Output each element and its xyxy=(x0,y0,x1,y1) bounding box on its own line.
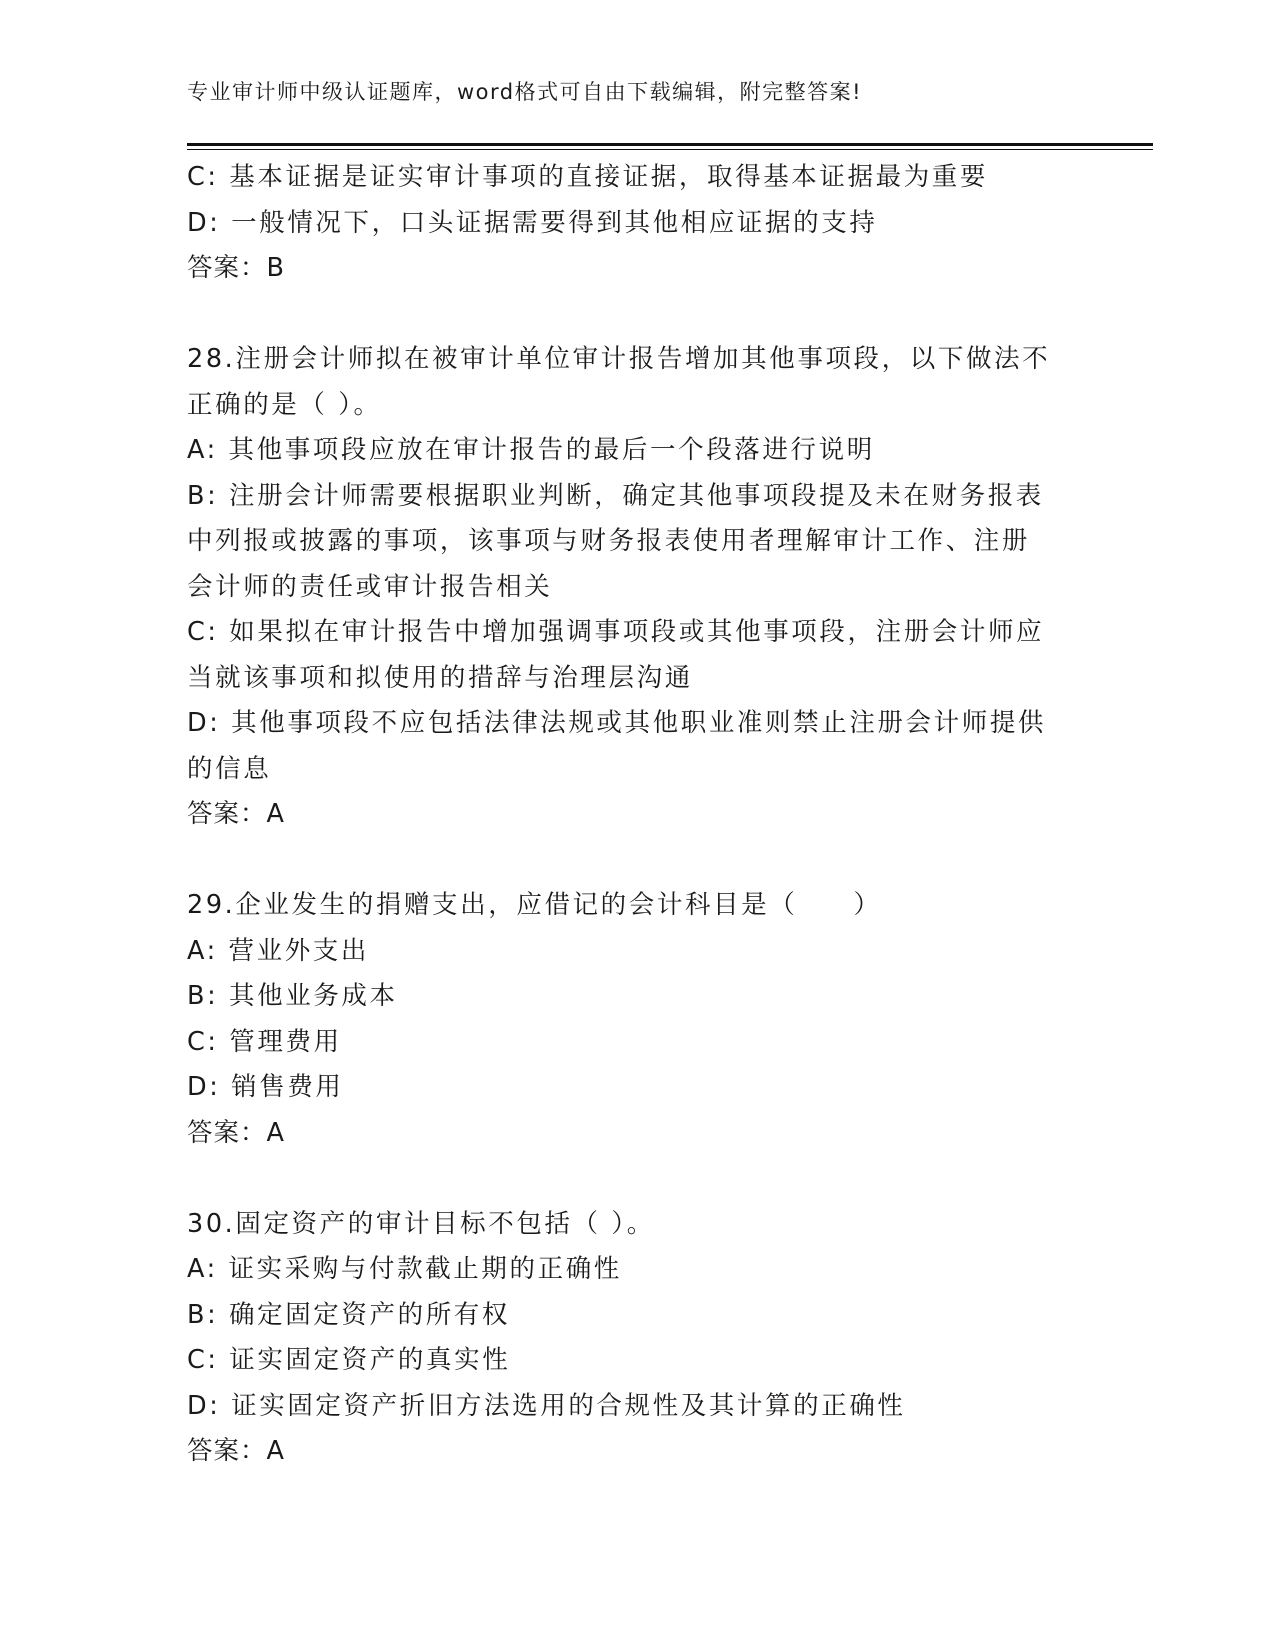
header-rule-thin xyxy=(187,149,1153,150)
spacer xyxy=(187,292,1087,338)
q30-option-a: A: 证实采购与付款截止期的正确性 xyxy=(187,1254,622,1284)
header-rule-thick xyxy=(187,143,1153,146)
spacer xyxy=(187,838,1087,884)
q28-option-c-line2: 当就该事项和拟使用的措辞与治理层沟通 xyxy=(187,662,693,693)
q29-option-c: C: 管理费用 xyxy=(187,1026,342,1057)
q28-option-c-line1: C: 如果拟在审计报告中增加强调事项段或其他事项段，注册会计师应 xyxy=(187,617,1045,647)
q30-stem: 30.固定资产的审计目标不包括（ ）。 xyxy=(187,1208,655,1239)
q28-stem-line2: 正确的是（ ）。 xyxy=(187,389,382,420)
q29-answer: 答案：A xyxy=(187,1117,285,1148)
q29-option-d: D: 销售费用 xyxy=(187,1072,344,1102)
question-content xyxy=(187,155,1087,1475)
q30-answer: 答案：A xyxy=(187,1436,285,1466)
q27-option-d: D: 一般情况下，口头证据需要得到其他相应证据的支持 xyxy=(187,207,878,238)
q28-option-b-line3: 会计师的责任或审计报告相关 xyxy=(187,571,553,602)
q30-option-d: D: 证实固定资产折旧方法选用的合规性及其计算的正确性 xyxy=(187,1390,906,1421)
q28-answer: 答案：A xyxy=(187,799,285,829)
q28-stem-line1: 28.注册会计师拟在被审计单位审计报告增加其他事项段，以下做法不 xyxy=(187,344,1051,374)
q30-option-c: C: 证实固定资产的真实性 xyxy=(187,1345,511,1375)
q27-option-c: C: 基本证据是证实审计事项的直接证据，取得基本证据最为重要 xyxy=(187,162,989,192)
q28-option-a: A: 其他事项段应放在审计报告的最后一个段落进行说明 xyxy=(187,435,875,465)
spacer xyxy=(187,1156,1087,1202)
q29-stem: 29.企业发生的捐赠支出，应借记的会计科目是（ ） xyxy=(187,890,882,920)
q28-option-b-line2: 中列报或披露的事项，该事项与财务报表使用者理解审计工作、注册 xyxy=(187,526,1031,556)
q29-option-a: A: 营业外支出 xyxy=(187,935,369,966)
q28-option-b-line1: B: 注册会计师需要根据职业判断，确定其他事项段提及未在财务报表 xyxy=(187,480,1044,511)
q29-option-b: B: 其他业务成本 xyxy=(187,981,398,1011)
q28-option-d-line1: D: 其他事项段不应包括法律法规或其他职业准则禁止注册会计师提供 xyxy=(187,708,1047,738)
q28-option-d-line2: 的信息 xyxy=(187,753,272,784)
page-header: 专业审计师中级认证题库，word格式可自由下载编辑，附完整答案! xyxy=(187,80,863,104)
q30-option-b: B: 确定固定资产的所有权 xyxy=(187,1299,510,1330)
q27-answer: 答案：B xyxy=(187,253,285,283)
